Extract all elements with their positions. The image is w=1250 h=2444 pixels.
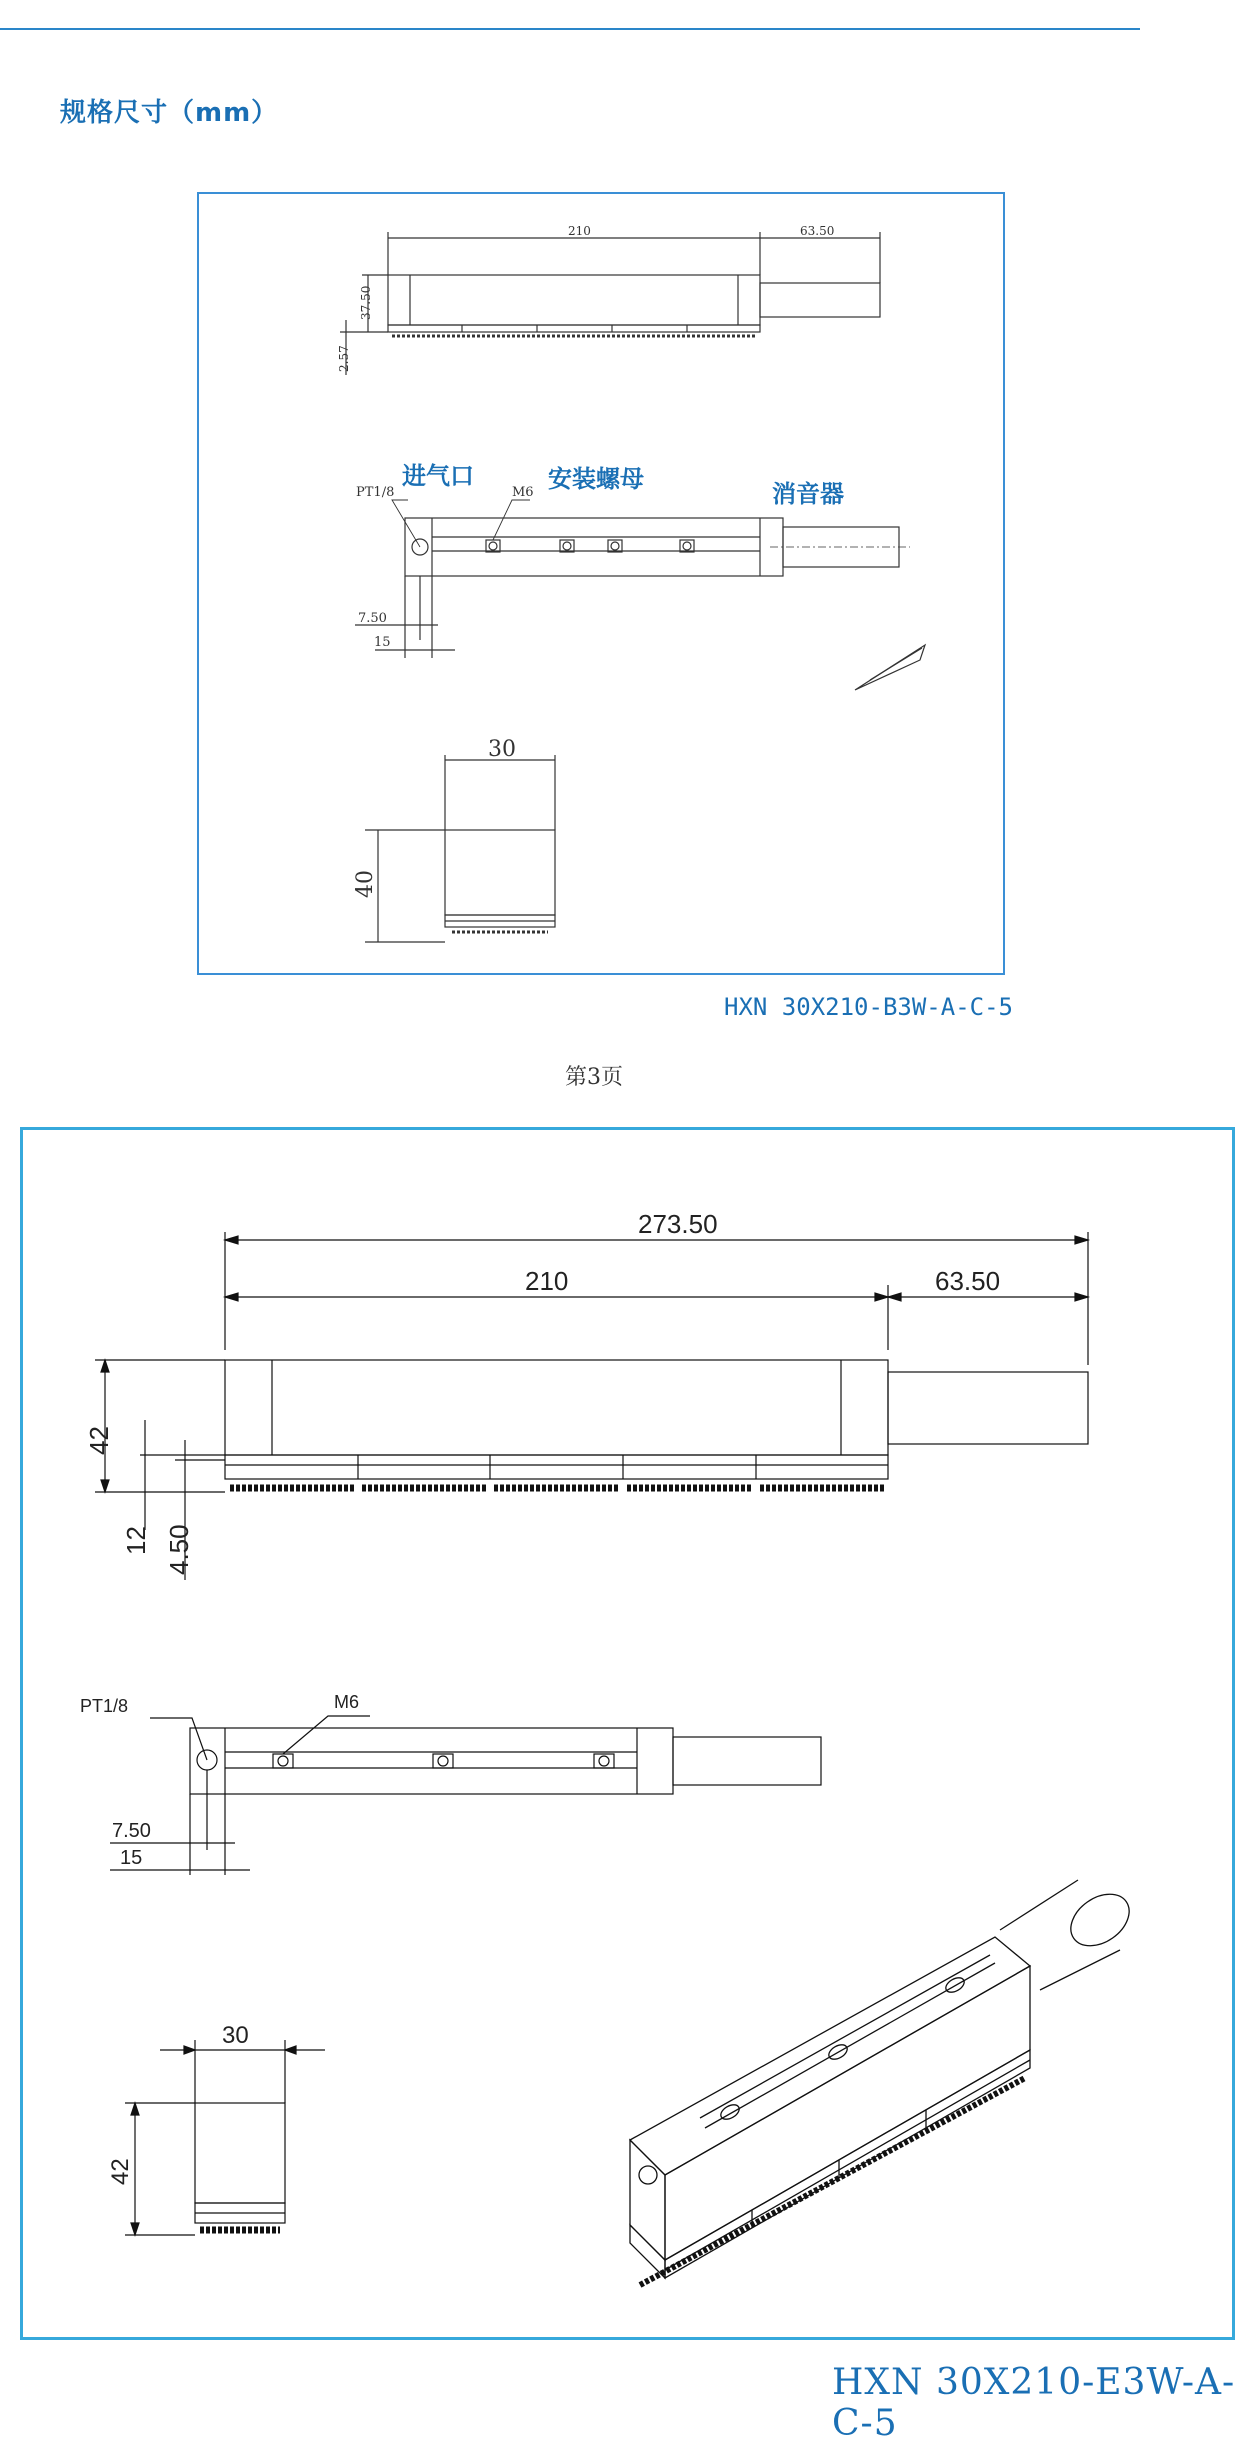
- dim-height: 37.50: [359, 285, 373, 320]
- label-port: PT1/8: [356, 485, 395, 500]
- dim2-off1: 7.50: [112, 1820, 151, 1842]
- section-title: 规格尺寸（mm）: [60, 98, 279, 128]
- dim2-ext: 63.50: [935, 1266, 1001, 1296]
- model-number-top: HXN 30X210-B3W-A-C-5: [724, 993, 1013, 1021]
- label2-port: PT1/8: [80, 1696, 129, 1716]
- callout-inlet: 进气口: [402, 462, 474, 490]
- dim2-width: 30: [222, 2022, 249, 2049]
- callout-muffler: 消音器: [772, 480, 844, 508]
- dim2-h450: 4.50: [164, 1524, 194, 1575]
- dim2-length: 210: [525, 1266, 569, 1296]
- dim-cup: 2.57: [337, 345, 351, 372]
- dim2-hend: 42: [107, 2158, 134, 2185]
- dim-hend: 40: [353, 870, 378, 898]
- dim-length: 210: [568, 224, 591, 238]
- dim-off2: 15: [374, 635, 391, 650]
- dim-total: 273.50: [638, 1209, 718, 1239]
- top-front-view: [340, 232, 880, 375]
- top-plan-view: [355, 500, 925, 690]
- dim-off1: 7.50: [358, 611, 387, 626]
- dim2-off2: 15: [120, 1847, 143, 1869]
- page-number: 第3页: [565, 1065, 623, 1090]
- dim2-h12: 12: [121, 1526, 151, 1555]
- bottom-plan-view: [110, 1716, 821, 1875]
- label2-nut: M6: [334, 1692, 360, 1712]
- callout-nut: 安装螺母: [548, 465, 644, 493]
- dim-width: 30: [488, 737, 516, 762]
- bottom-end-view: [125, 2040, 325, 2235]
- model-number-bottom: HXN 30X210-E3W-A-C-5: [832, 2362, 1236, 2444]
- dim-ext: 63.50: [800, 224, 835, 238]
- top-end-view: [365, 755, 555, 942]
- dim2-height: 42: [84, 1426, 114, 1455]
- isometric-view: [630, 1880, 1139, 2285]
- label-nut: M6: [512, 485, 534, 500]
